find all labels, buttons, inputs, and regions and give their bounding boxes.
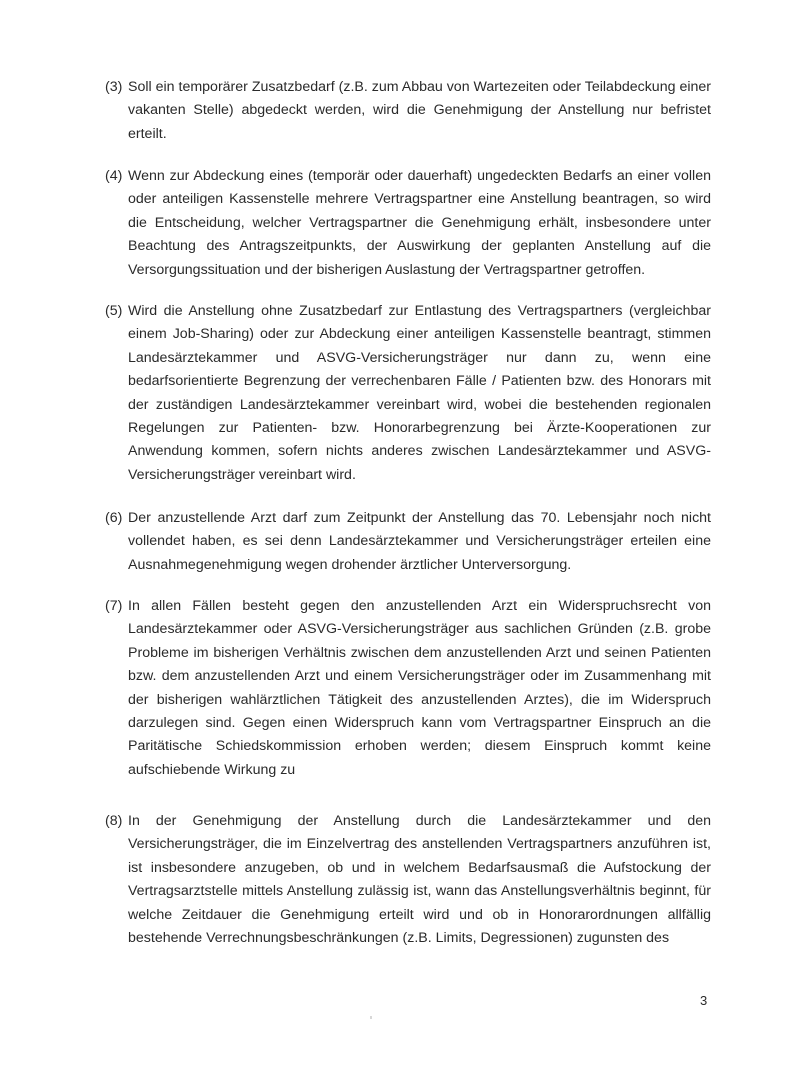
- paragraph-text: Soll ein temporärer Zusatzbedarf (z.B. zum Abbau von Wartezeiten oder Teilabdeckung einer vakanten Stelle) abgedeckt werden, wird die Genehmigung der Anstellung nur befristet erteilt.: [128, 79, 711, 142]
- paragraph-number: (7): [105, 598, 123, 614]
- paragraph-number: (4): [105, 168, 123, 184]
- paragraph-text: Wird die Anstellung ohne Zusatzbedarf zur Entlastung des Vertragspartners (vergleichbar einem Job-Sharing) oder zur Abdeckung einer anteiligen Kassenstelle beantragt, stimmen Landesärztekammer und ASVG-Versicherungsträger nur dann zu, wenn eine bedarfsorientierte Begrenzung der verrechenbaren Fälle / Patienten bzw. des Honorars mit der zuständigen Landesärztekammer vereinbart wird, wobei die bestehenden regionalen Regelungen zur Patienten- bzw. Honorarbegrenzung bei Ärzte-Kooperationen zur Anwendung kommen, sofern nichts anderes zwischen Landesärztekammer und ASVG-Versicherungsträger vereinbart wird.: [128, 303, 711, 483]
- paragraph-7: [105, 595, 711, 782]
- paragraph-8: [105, 810, 711, 950]
- paragraph-6: [105, 507, 711, 577]
- paragraph-4: [105, 165, 711, 282]
- paragraph-text: In der Genehmigung der Anstellung durch die Landesärztekammer und den Versicherungsträger, die im Einzelvertrag des anstellenden Vertragspartners anzuführen ist, ist insbesondere anzugeben, ob und in welchem Bedarfsausmaß die Aufstockung der Vertragsarztstelle mittels Anstellung zulässig ist, wann das Anstellungsverhältnis beginnt, für welche Zeitdauer die Genehmigung erteilt wird und ob in Honorarordnungen allfällig bestehende Verrechnungsbeschränkungen (z.B. Limits, Degressionen) zugunsten des: [128, 813, 711, 947]
- paragraph-text: Der anzustellende Arzt darf zum Zeitpunkt der Anstellung das 70. Lebensjahr noch nicht vollendet haben, es sei denn Landesärztekammer und Versicherungsträger erteilen eine Ausnahmegenehmigung wegen drohender ärztlicher Unterversorgung.: [128, 510, 711, 573]
- paragraph-text: Wenn zur Abdeckung eines (temporär oder dauerhaft) ungedeckten Bedarfs an einer vollen oder anteiligen Kassenstelle mehrere Vertragspartner eine Anstellung beantragen, so wird die Entscheidung, welcher Vertragspartner die Genehmigung erhält, insbesondere unter Beachtung des Antragszeitpunkts, der Auswirkung der geplanten Anstellung auf die Versorgungssituation und der bisherigen Auslastung der Vertragspartner getroffen.: [128, 168, 711, 278]
- paragraph-number: (5): [105, 303, 123, 319]
- paragraph-number: (6): [105, 510, 123, 526]
- paragraph-number: (3): [105, 79, 123, 95]
- paragraph-3: [105, 76, 711, 146]
- page-number: 3: [700, 993, 708, 1008]
- paragraph-5: [105, 300, 711, 487]
- paragraph-text: In allen Fällen besteht gegen den anzustellenden Arzt ein Widerspruchsrecht von Landesärztekammer oder ASVG-Versicherungsträger aus sachlichen Gründen (z.B. grobe Probleme im bisherigen Verhältnis zwischen dem anzustellenden Arzt und seinen Patienten bzw. dem anzustellenden Arzt und einem Versicherungsträger oder im Zusammenhang mit der bisherigen wahlärztlichen Tätigkeit des anzustellenden Arztes), die im Widerspruch darzulegen sind. Gegen einen Widerspruch kann vom Vertragspartner Einspruch an die Paritätische Schiedskommission erhoben werden; diesem Einspruch kommt keine aufschiebende Wirkung zu: [128, 598, 711, 778]
- scan-mark: [370, 1016, 372, 1019]
- paragraph-number: (8): [105, 813, 123, 829]
